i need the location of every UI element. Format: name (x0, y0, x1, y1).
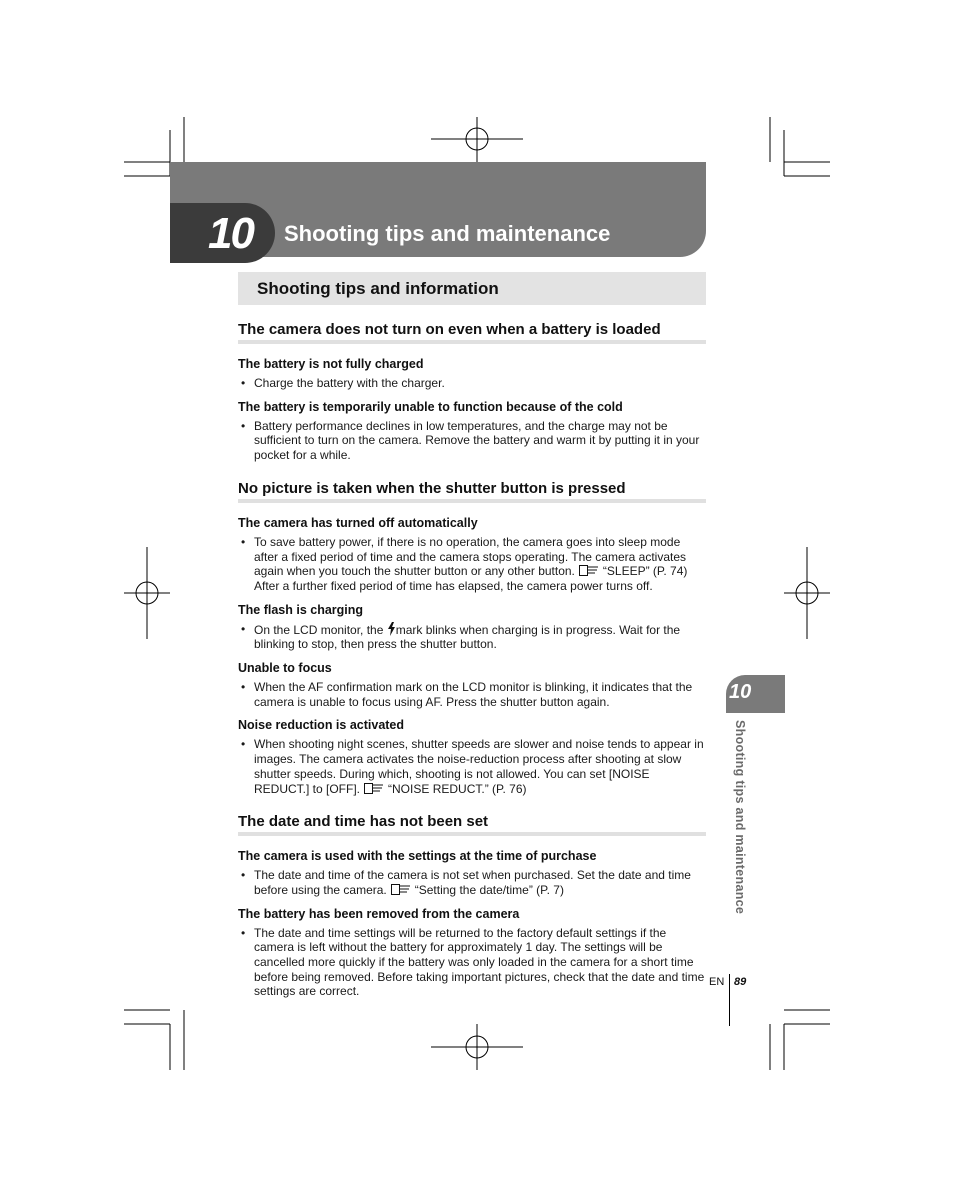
subtopic-title: Noise reduction is activated (238, 718, 405, 733)
subtopic-title: The camera is used with the settings at the time of purchase (238, 849, 597, 864)
topic-heading: No picture is taken when the shutter button is pressed (238, 479, 706, 503)
reference-pointer-icon (364, 783, 384, 794)
reference-pointer-icon (579, 565, 599, 576)
reference-pointer-icon (391, 884, 411, 895)
list-item (238, 622, 706, 652)
bullet-text: The date and time of the camera is not set when purchased. Set the date and time before using the camera. (254, 868, 691, 897)
side-chapter-label: Shooting tips and maintenance (733, 720, 747, 915)
list-item: • The date and time settings will be returned to the factory default settings if the camera is left without the battery for approximately 1 day. The settings will be cancelled more quickly if the battery was only loaded in the camera for a short time before being removed. Before taking important pictures, check that the date and time settings are correct. (238, 926, 706, 1000)
list-item: • Battery performance declines in low temperatures, and the charge may not be sufficient to turn on the camera. Remove the battery and warm it by putting it in your pocket for a while. (238, 419, 706, 463)
list-item (238, 535, 706, 594)
subtopic-title: The flash is charging (238, 602, 364, 617)
chapter-number: 10 (208, 209, 253, 258)
topic-heading: The date and time has not been set (238, 812, 706, 836)
subtopic-title: The battery is temporarily unable to function because of the cold (238, 399, 623, 414)
page-number-divider (729, 974, 730, 1026)
reference-text: “NOISE REDUCT.” (P. 76) (388, 781, 527, 796)
chapter-title: Shooting tips and maintenance (284, 221, 611, 246)
list-item: • When the AF confirmation mark on the LCD monitor is blinking, it indicates that the camera is unable to focus using AF. Press the shutter button again. (238, 680, 706, 709)
main-content (238, 320, 706, 999)
side-chapter-number: 10 (729, 681, 752, 703)
subtopic-title: The battery has been removed from the camera (238, 906, 520, 921)
subtopic-title: The battery is not fully charged (238, 357, 424, 371)
bullet-text: mark blinks when charging is in progress. Wait for the blinking to stop, then press the shutter button. (254, 622, 681, 652)
bullet-text: After a further fixed period of time has elapsed, the camera power turns off. (254, 578, 653, 593)
reference-text: “SLEEP” (P. 74) (602, 564, 688, 579)
page-number: 89 (734, 976, 747, 988)
bullet-text: On the LCD monitor, the (254, 622, 384, 637)
section-title: Shooting tips and information (257, 279, 499, 298)
list-item (238, 868, 706, 897)
list-item: • Charge the battery with the charger. (238, 376, 706, 391)
topic-heading: The camera does not turn on even when a battery is loaded (238, 320, 706, 344)
subtopic-title: Unable to focus (238, 661, 332, 676)
reference-text: “Setting the date/time” (P. 7) (414, 882, 564, 897)
list-item (238, 737, 706, 796)
subtopic-title: The camera has turned off automatically (238, 515, 478, 530)
bullet-text: To save battery power, if there is no operation, the camera goes into sleep mode after a fixed period of time and the camera stops operating. The camera activates again when you touch the shutter button or any other button. (254, 534, 687, 579)
page-language: EN (709, 976, 725, 988)
flash-icon (387, 622, 396, 636)
bullet-text: When shooting night scenes, shutter speeds are slower and noise tends to appear in images. The camera activates the noise-reduction process after shooting at slow shutter speeds. During which, shooting is not allowed. You can set [NOISE REDUCT.] to [OFF]. (254, 737, 704, 796)
